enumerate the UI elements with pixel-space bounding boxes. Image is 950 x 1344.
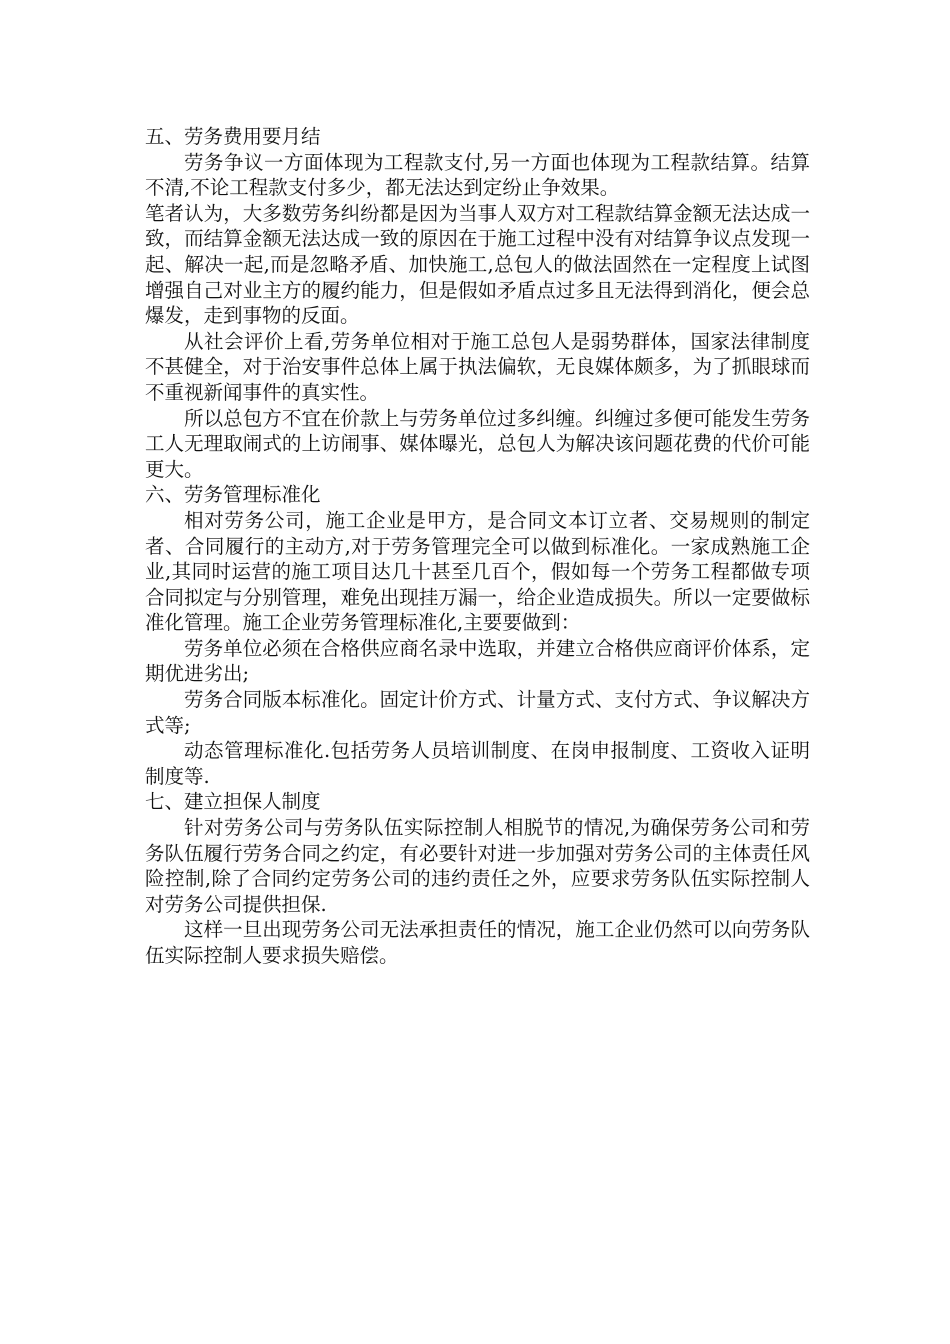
- paragraph: 劳务单位必须在合格供应商名录中选取，并建立合格供应商评价体系，定期优进劣出;: [145, 636, 810, 686]
- paragraph: 相对劳务公司，施工企业是甲方，是合同文本订立者、交易规则的制定者、合同履行的主动方,对于劳务管理完全可以做到标准化。一家成熟施工企业,其同时运营的施工项目达几十甚至几百个，假如每一个劳务工程都做专项合同拟定与分别管理，难免出现挂万漏一，给企业造成损失。所以一定要做标准化管理。施工企业劳务管理标准化,主要要做到：: [145, 508, 810, 635]
- paragraph: 从社会评价上看,劳务单位相对于施工总包人是弱势群体，国家法律制度不甚健全，对于治安事件总体上属于执法偏软，无良媒体颇多，为了抓眼球而不重视新闻事件的真实性。: [145, 329, 810, 404]
- paragraph: 动态管理标准化.包括劳务人员培训制度、在岗申报制度、工资收入证明制度等.: [145, 739, 810, 788]
- paragraph: 针对劳务公司与劳务队伍实际控制人相脱节的情况,为确保劳务公司和劳务队伍履行劳务合同之约定，有必要针对进一步加强对劳务公司的主体责任风险控制,除了合同约定劳务公司的违约责任之外，应要求劳务队伍实际控制人对劳务公司提供担保.: [145, 816, 810, 916]
- section-heading-5: 五、劳务费用要月结: [145, 125, 321, 148]
- document-body: [145, 124, 810, 969]
- section-heading-7: 七、建立担保人制度: [145, 790, 321, 814]
- paragraph: 劳务合同版本标准化。固定计价方式、计量方式、支付方式、争议解决方式等;: [145, 688, 810, 737]
- paragraph: 笔者认为，大多数劳务纠纷都是因为当事人双方对工程款结算金额无法达成一致，而结算金额无法达成一致的原因在于施工过程中没有对结算争议点发现一起、解决一起,而是忽略矛盾、加快施工,总包人的做法固然在一定程度上试图增强自己对业主方的履约能力，但是假如矛盾点过多且无法得到消化，便会总爆发，走到事物的反面。: [145, 201, 810, 328]
- section-heading-6: 六、劳务管理标准化: [145, 483, 321, 507]
- paragraph: 这样一旦出现劳务公司无法承担责任的情况，施工企业仍然可以向劳务队伍实际控制人要求损失赔偿。: [145, 918, 810, 967]
- paragraph: 所以总包方不宜在价款上与劳务单位过多纠缠。纠缠过多便可能发生劳务工人无理取闹式的上访闹事、媒体曝光，总包人为解决该问题花费的代价可能更大。: [145, 406, 810, 481]
- paragraph: 劳务争议一方面体现为工程款支付,另一方面也体现为工程款结算。结算不清,不论工程款支付多少，都无法达到定纷止争效果。: [145, 150, 810, 200]
